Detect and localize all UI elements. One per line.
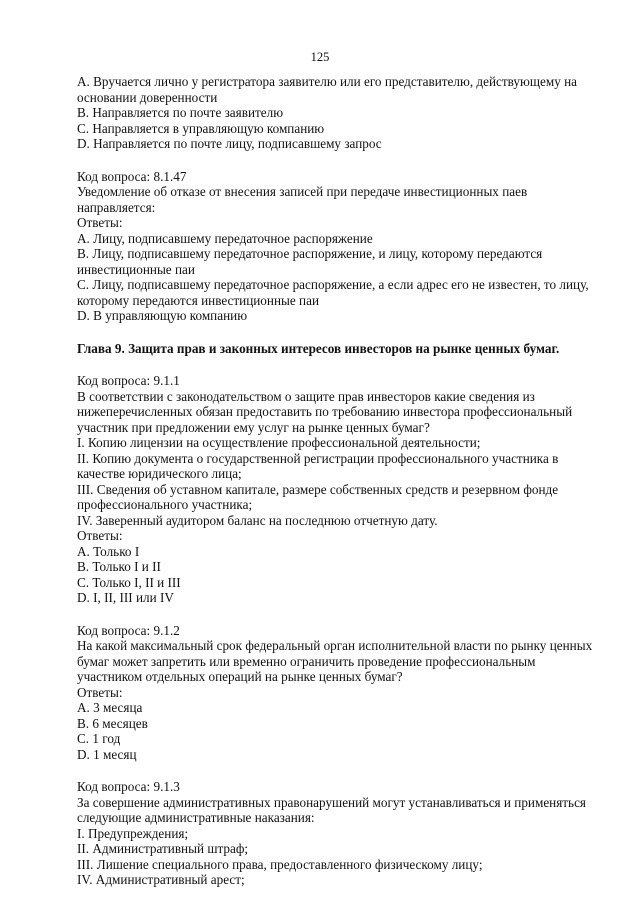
question-code: Код вопроса: 9.1.2 bbox=[77, 622, 180, 638]
answer-line: А. 3 месяца bbox=[77, 700, 143, 715]
statement-line: II. Административный штраф; bbox=[77, 841, 249, 856]
statement-line: III. Сведения об уставном капитале, размере собственных средств и резервном фонде bbox=[77, 481, 559, 497]
statement-line: IV. Административный арест; bbox=[77, 872, 245, 887]
answer-b-line: B. Направляется по почте заявителю bbox=[77, 105, 284, 120]
statement-line: IV. Заверенный аудитором баланс на последнюю отчетную дату. bbox=[77, 512, 438, 528]
statement-line: III. Лишение специального права, предоставленного физическому лицу; bbox=[77, 856, 483, 872]
statement-line: профессионального участника; bbox=[77, 497, 253, 512]
answer-line: D. В управляющую компанию bbox=[77, 308, 248, 323]
question-code: Код вопроса: 8.1.47 bbox=[77, 168, 187, 184]
question-text: В соответствии с законодательством о защите прав инвесторов какие сведения из bbox=[77, 388, 535, 404]
page-content bbox=[77, 74, 593, 888]
question-9-1-3 bbox=[77, 779, 586, 888]
statement-line: качестве юридического лица; bbox=[77, 466, 242, 481]
answer-line: С. 1 год bbox=[77, 731, 121, 746]
statement-line: I. Копию лицензии на осуществление профессиональной деятельности; bbox=[77, 435, 481, 450]
answer-line: D. I, II, III или IV bbox=[77, 590, 174, 605]
question-9-1-1 bbox=[77, 373, 577, 606]
question-8-1-47 bbox=[77, 168, 589, 324]
answers-label: Ответы: bbox=[77, 684, 123, 700]
question-9-1-2 bbox=[77, 622, 593, 763]
question-text: На какой максимальный срок федеральный орган исполнительной власти по рынку ценных bbox=[77, 638, 593, 653]
answer-line: B. Лицу, подписавшему передаточное распоряжение, и лицу, которому передаются bbox=[77, 246, 543, 261]
answer-line: А. Только I bbox=[77, 543, 140, 559]
question-code: Код вопроса: 9.1.3 bbox=[77, 779, 180, 794]
answer-line: инвестиционные паи bbox=[77, 261, 195, 277]
answer-line: D. 1 месяц bbox=[77, 746, 137, 762]
chapter-heading: Глава 9. Защита прав и законных интересов инвесторов на рынке ценных бумаг. bbox=[77, 340, 560, 356]
statement-line: I. Предупреждения; bbox=[77, 825, 189, 841]
question-text: направляется: bbox=[77, 199, 156, 215]
question-text: За совершение административных правонарушений могут устанавливаться и применяться bbox=[77, 794, 586, 810]
answer-c-line: C. Направляется в управляющую компанию bbox=[77, 120, 325, 136]
answer-a-continuation: основании доверенности bbox=[77, 89, 218, 105]
answer-line: В. Только I и II bbox=[77, 559, 161, 574]
answers-label: Ответы: bbox=[77, 215, 123, 230]
answer-line: С. Только I, II и III bbox=[77, 574, 181, 590]
answer-line: C. Лицу, подписавшему передаточное распоряжение, а если адрес его не известен, то лицу, bbox=[77, 277, 589, 292]
answer-d-line: D. Направляется по почте лицу, подписавшему запрос bbox=[77, 136, 382, 151]
question-code: Код вопроса: 9.1.1 bbox=[77, 373, 180, 388]
question-text: Уведомление об отказе от внесения записей при передаче инвестиционных паев bbox=[77, 184, 528, 199]
answer-line: А. Лицу, подписавшему передаточное распоряжение bbox=[77, 230, 373, 246]
answer-a-line: А. Вручается лично у регистратора заявителю или его представителю, действующему на bbox=[77, 74, 578, 89]
answer-line: В. 6 месяцев bbox=[77, 715, 148, 731]
question-text: следующие административные наказания: bbox=[77, 810, 315, 825]
statement-line: II. Копию документа о государственной регистрации профессионального участника в bbox=[77, 450, 559, 466]
question-text: участник при предложении ему услуг на рынке ценных бумаг? bbox=[77, 419, 430, 435]
page-number: 125 bbox=[310, 50, 330, 64]
question-text: бумаг может запретить или временно ограничить проведение профессиональным bbox=[77, 653, 536, 669]
intro-answers-block bbox=[77, 74, 577, 152]
answers-label: Ответы: bbox=[77, 528, 123, 543]
question-text: участником отдельных операций на рынке ценных бумаг? bbox=[77, 669, 403, 684]
question-text: нижеперечисленных обязан предоставить по требованию инвестора профессиональный bbox=[77, 404, 573, 419]
answer-line: которому передаются инвестиционные паи bbox=[77, 292, 319, 308]
